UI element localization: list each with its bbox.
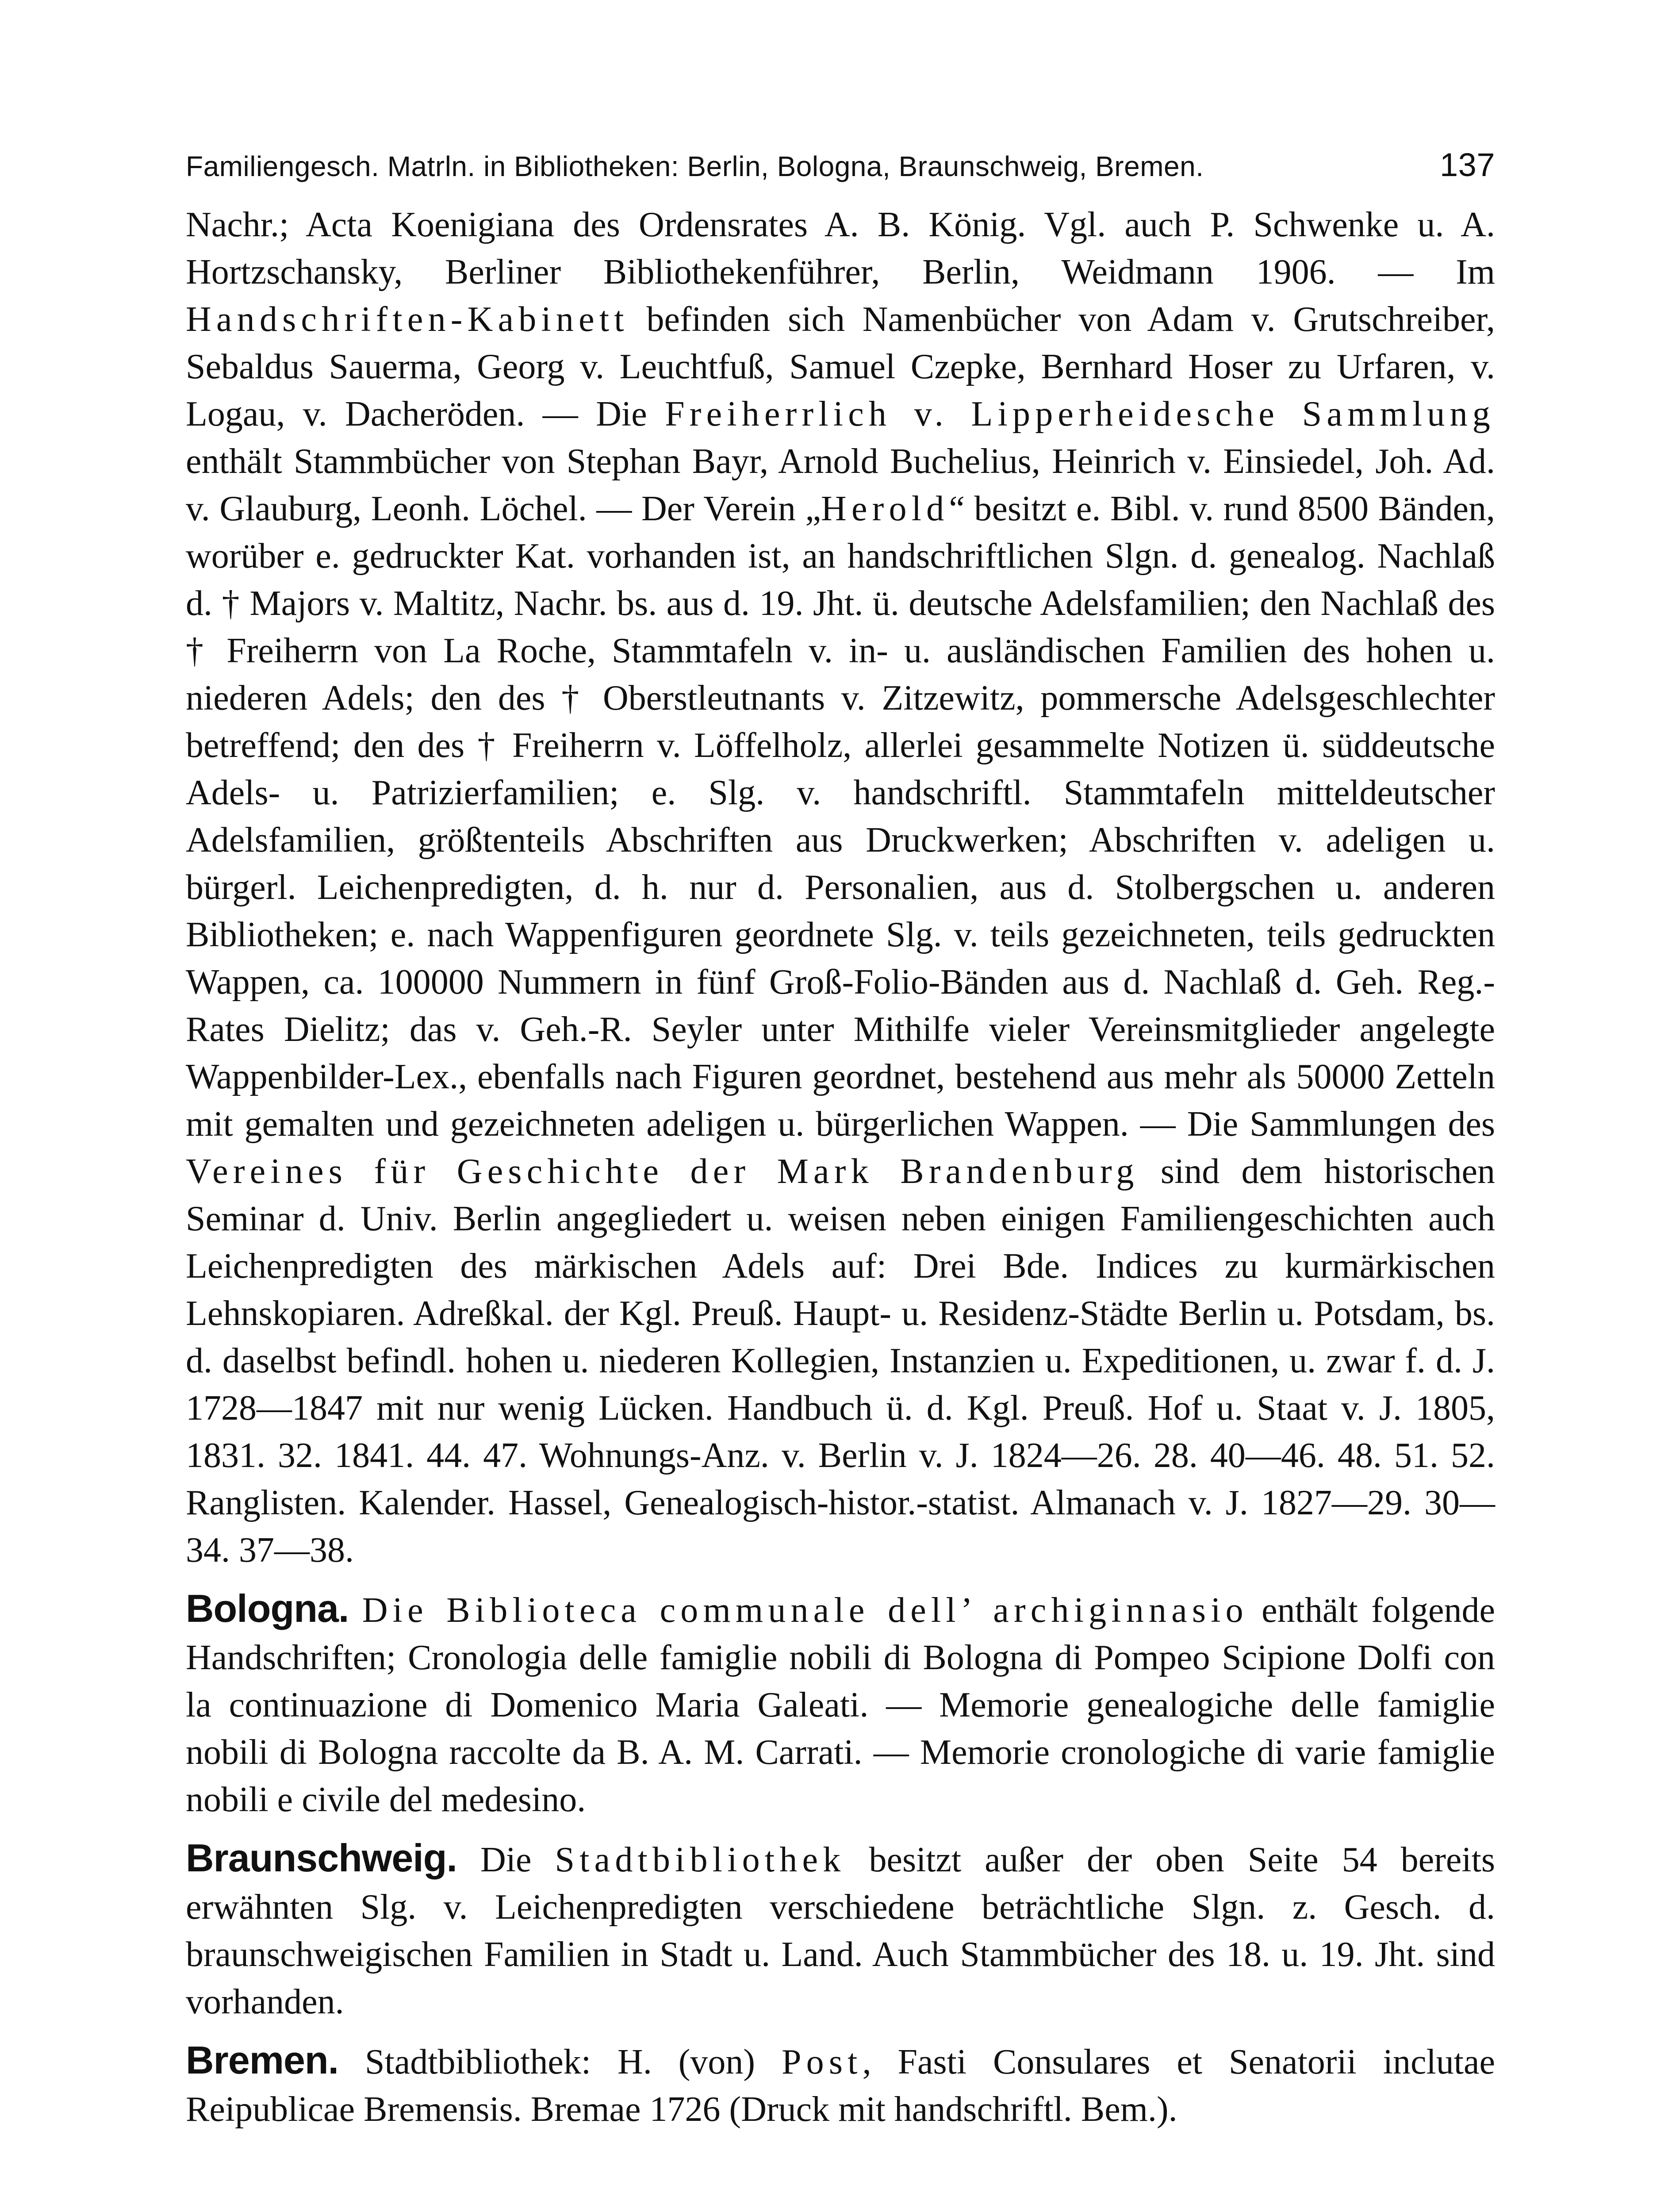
section-heading-bremen: Bremen.	[186, 2038, 339, 2082]
book-page	[186, 146, 1495, 2133]
text-run: Die	[456, 1840, 555, 1879]
spaced-term: Freiherrlich v. Lipperheidesche Sammlung	[665, 395, 1495, 434]
berlin-continued-paragraph	[186, 201, 1495, 1574]
spaced-term: Die Biblioteca communale dell’ archiginnasio	[362, 1591, 1248, 1630]
text-run: , Fasti Consulares et Senatorii inclutae Reipublicae Bremensis. Bremae 1726 (Druck mit handschriftl. Bem.).	[186, 2043, 1496, 2129]
running-title: Familiengesch. Matrln. in Bibliotheken: Berlin, Bologna, Braunschweig, Bremen.	[186, 150, 1204, 182]
section-heading-bologna: Bologna.	[186, 1586, 349, 1630]
braunschweig-paragraph	[186, 1834, 1495, 2026]
spaced-term: Post	[781, 2043, 863, 2081]
bologna-paragraph	[186, 1585, 1495, 1824]
text-run: Stadtbibliothek: H. (von)	[338, 2043, 782, 2081]
running-header	[186, 146, 1495, 184]
text-run: befinden sich Namenbücher von Adam v. Grutschreiber, Sebaldus Sauerma, Georg v. Leuchtfuß, Samuel Czepke, Bernhard Hoser zu Urfaren, v. Logau, v. Dacheröden. — Die	[186, 300, 1495, 434]
text-run: “ besitzt e. Bibl. v. rund 8500 Bänden, worüber e. gedruckter Kat. vorhanden ist, an handschriftlichen Slgn. d. genealog. Nachlaß d. † Majors v. Maltitz, Nachr. bs. aus d. 19. Jht. ü. deutsche Adelsfamilien; den Nachlaß des † Freiherrn von La Roche, Stammtafeln v. in- u. ausländischen Familien des hohen u. niederen Adels; den des † Oberstleutnants v. Zitzewitz, pommersche Adelsgeschlechter betreffend; den des † Freiherrn v. Löffelholz, allerlei gesammelte Notizen ü. süddeutsche Adels- u. Patrizierfamilien; e. Slg. v. handschriftl. Stammtafeln mitteldeutscher Adelsfamilien, größtenteils Abschriften aus Druckwerken; Abschriften v. adeligen u. bürgerl. Leichenpredigten, d. h. nur d. Personalien, aus d. Stolbergschen u. anderen Bibliotheken; e. nach Wappenfiguren geordnete Slg. v. teils gezeichneten, teils gedruckten Wappen, ca. 100000 Nummern in fünf Groß-Folio-Bänden aus d. Nachlaß d. Geh. Reg.-Rates Dielitz; das v. Geh.-R. Seyler unter Mithilfe vieler Vereinsmitglieder angelegte Wappenbilder-Lex., ebenfalls nach Figuren geordnet, bestehend aus mehr als 50000 Zetteln mit gemalten und gezeichneten adeligen u. bürgerlichen Wappen. — Die Sammlungen des	[186, 489, 1496, 1144]
bremen-paragraph	[186, 2036, 1495, 2133]
text-run: enthält Stammbücher von Stephan Bayr, Arnold Buchelius, Heinrich v. Einsiedel, Joh. Ad. v. Glauburg, Leonh. Löchel. — Der Verein „	[186, 442, 1495, 528]
spaced-term: Vereines für Geschichte der Mark Brandenburg	[186, 1152, 1139, 1191]
spaced-term: Handschriften-Kabinett	[186, 300, 629, 339]
page-number: 137	[1440, 146, 1495, 183]
text-run: Nachr.; Acta Koenigiana des Ordensrates A. B. König. Vgl. auch P. Schwenke u. A. Hortzschansky, Berliner Bibliothekenführer, Berlin, Weidmann 1906. — Im	[186, 205, 1495, 292]
text-run: enthält folgende Handschriften; Cronologia delle famiglie nobili di Bologna di Pompeo Scipione Dolfi con la continuazione di Domenico Maria Galeati. — Memorie genealogiche delle famiglie nobili di Bologna raccolte da B. A. M. Carrati. — Memorie cronologiche di varie famiglie nobili e civile del medesino.	[186, 1591, 1495, 1819]
text-run: besitzt außer der oben Seite 54 bereits erwähnten Slg. v. Leichenpredigten verschiedene beträchtliche Slgn. z. Gesch. d. braunschweigischen Familien in Stadt u. Land. Auch Stammbücher des 18. u. 19. Jht. sind vorhanden.	[186, 1840, 1496, 2021]
text-run: sind dem historischen Seminar d. Univ. Berlin angegliedert u. weisen neben einigen Familiengeschichten auch Leichenpredigten des märkischen Adels auf: Drei Bde. Indices zu kurmärkischen Lehnskopiaren. Adreßkal. der Kgl. Preuß. Haupt- u. Residenz-Städte Berlin u. Potsdam, bs. d. daselbst befindl. hohen u. niederen Kollegien, Instanzien u. Expeditionen, u. zwar f. d. J. 1728—1847 mit nur wenig Lücken. Handbuch ü. d. Kgl. Preuß. Hof u. Staat v. J. 1805, 1831. 32. 1841. 44. 47. Wohnungs-Anz. v. Berlin v. J. 1824—26. 28. 40—46. 48. 51. 52. Ranglisten. Kalender. Hassel, Genealogisch-histor.-statist. Almanach v. J. 1827—29. 30—34. 37—38.	[186, 1152, 1495, 1570]
spaced-term: Herold	[821, 489, 949, 528]
spaced-term: Stadtbibliothek	[555, 1840, 846, 1879]
section-heading-braunschweig: Braunschweig.	[186, 1836, 457, 1880]
